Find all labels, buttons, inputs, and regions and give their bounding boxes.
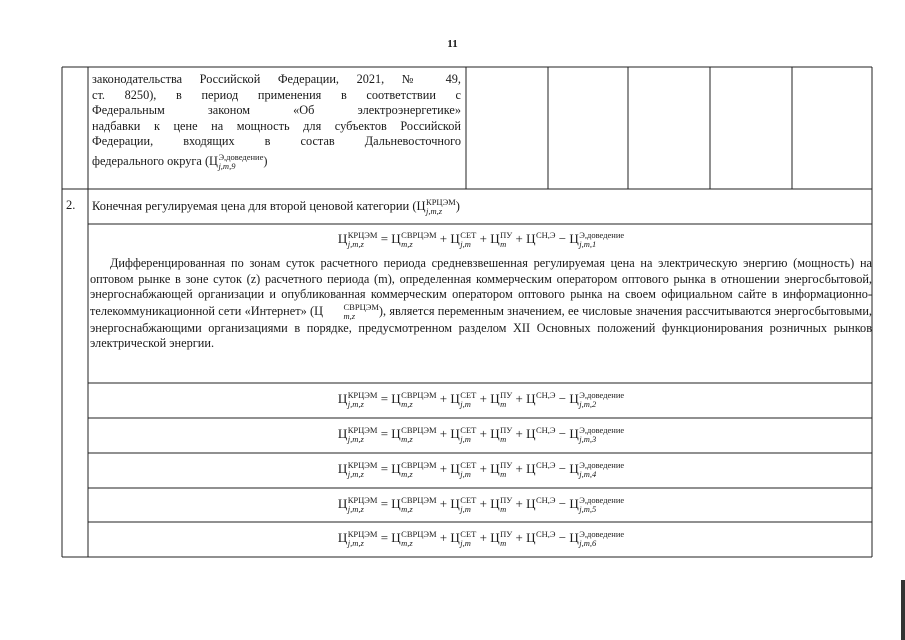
top-row-line-3: Федеральным законом «Об электроэнергетике»	[92, 103, 461, 118]
category-title: Конечная регулируемая цена для второй ценовой категории (Ц КРЦЭМ j,m,z )	[92, 197, 460, 216]
scan-edge-mark	[901, 580, 905, 640]
formula-5: Ц КРЦЭМ j,m,z = Ц СВРЦЭМ m,z + Ц СЕТ j,m + Ц ПУ m + Ц СН,Э − Ц Э,доведение j,m,5	[337, 495, 625, 515]
formula-6: Ц КРЦЭМ j,m,z = Ц СВРЦЭМ m,z + Ц СЕТ j,m + Ц ПУ m + Ц СН,Э − Ц Э,доведение j,m,6	[337, 529, 625, 549]
formula-3: Ц КРЦЭМ j,m,z = Ц СВРЦЭМ m,z + Ц СЕТ j,m + Ц ПУ m + Ц СН,Э − Ц Э,доведение j,m,3	[337, 425, 625, 445]
top-row-line-4: надбавки к цене на мощность для субъектов Российской	[92, 118, 461, 133]
top-row-line-6: федерального округа (Ц Э,доведение j,m,9 )	[92, 151, 268, 171]
description-text: Дифференцированная по зонам суток расчетного периода средневзвешенная регулируемая цена на электрическую энергию (мощность) на оптовом рынке в зоне суток (z) расчетного периода (m), определенная коммерческим оператором оптового рынка в отношении энергосбытовой, энергоснабжающей организации и опубликованная коммерческим оператором оптового рынка на своем официальном сайте в информационно-телекоммуникационной сети «Интернет» (Ц СВРЦЭМ m,z ), является переменным значением, ее числовые значения рассчитываются энергосбытовыми, энергоснабжающими организациями в порядке, предусмотренном разделом XII Основных положений функционирования розничных рынков электрической энергии.	[90, 256, 872, 351]
formula-4: Ц КРЦЭМ j,m,z = Ц СВРЦЭМ m,z + Ц СЕТ j,m + Ц ПУ m + Ц СН,Э − Ц Э,доведение j,m,4	[337, 460, 625, 480]
top-row-text	[92, 72, 461, 171]
formula-1: Ц КРЦЭМ j,m,z = Ц СВРЦЭМ m,z + Ц СЕТ j,m + Ц ПУ m + Ц СН,Э − Ц Э,доведение j,m,1	[337, 230, 625, 250]
page-number: 11	[447, 38, 458, 50]
top-row-line-5: Федерации, входящих в состав Дальневосточного	[92, 134, 461, 149]
top-row-line-1: законодательства Российской Федерации, 2021, № 49,	[92, 72, 461, 86]
formula-2: Ц КРЦЭМ j,m,z = Ц СВРЦЭМ m,z + Ц СЕТ j,m + Ц ПУ m + Ц СН,Э − Ц Э,доведение j,m,2	[337, 390, 625, 410]
top-row-line-2: ст. 8250), в период применения в соответствии с	[92, 87, 461, 102]
row-number-2: 2.	[66, 198, 76, 212]
